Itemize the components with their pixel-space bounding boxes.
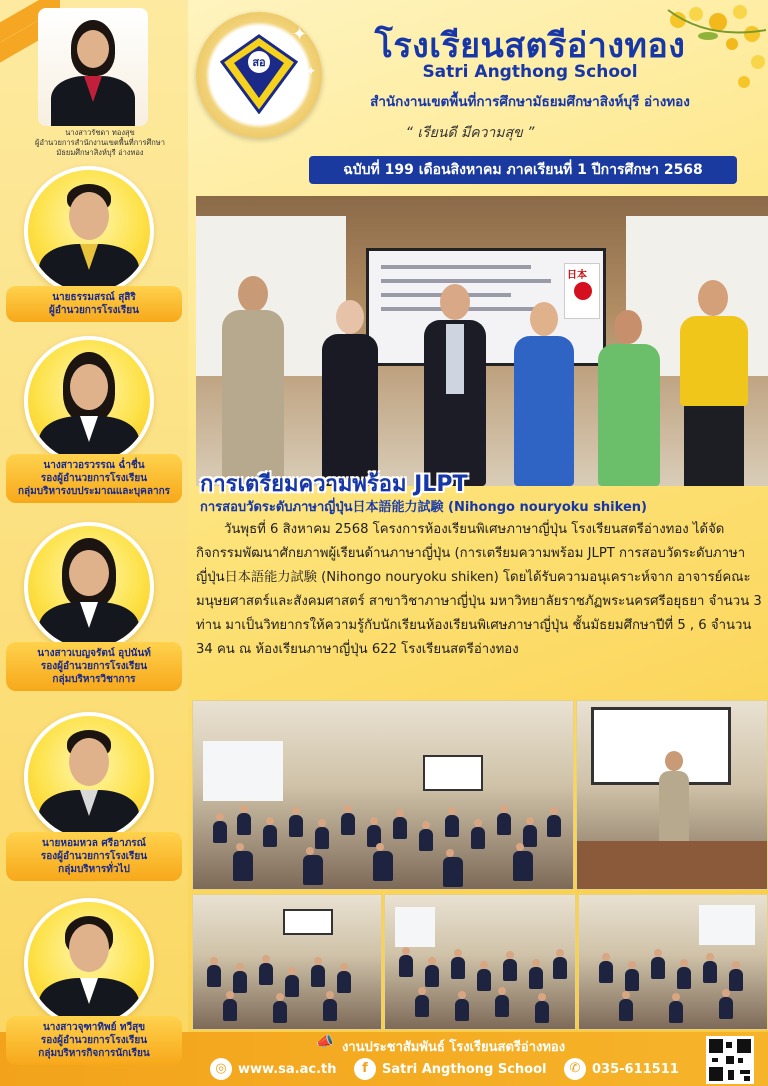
classroom-activity-photo-3 [578,894,768,1030]
website-link[interactable]: www.sa.ac.th [238,1062,337,1077]
staff-name-tag-4 [6,832,182,881]
staff-photo-5 [24,898,154,1028]
person-teacher [674,280,754,486]
facebook-link[interactable]: Satri Angthong School [382,1062,547,1077]
staff-name: นายหอมหวล ศรีอาภรณ์ [42,838,146,849]
school-name-english: Satri Angthong School [422,62,638,82]
tv-screen [423,755,483,791]
staff-name-tag-3 [6,642,182,691]
education-office: สำนักงานเขตพื้นที่การศึกษามัธยมศึกษาสิงห์บุรี อ่างทอง [370,94,690,110]
school-name-thai: โรงเรียนสตรีอ่างทอง [374,26,686,66]
staff-role: รองผู้อำนวยการโรงเรียน [40,1035,148,1046]
staff-name: นายธรรมสรณ์ สุสิริ [52,292,136,303]
pr-department: งานประชาสัมพันธ์ โรงเรียนสตรีอ่างทอง [342,1040,566,1055]
staff-name-tag-1 [6,286,182,322]
staff-name-tag-2 [6,454,182,503]
staff-group: กลุ่มบริหารกิจการนักเรียน [38,1048,150,1059]
staff-name: นางสาวอรวรรณ ฉ่ำชื่น [43,460,145,471]
article-body: วันพุธที่ 6 สิงหาคม 2568 โครงการห้องเรียนพิเศษภาษาญี่ปุ่น โรงเรียนสตรีอ่างทอง ได้จัดกิจกรรมพัฒนาศักยภาพผู้เรียนด้านภาษาญี่ปุ่น (การเตรียมความพร้อม JLPT การสอบวัดระดับภาษาญี่ปุ่น日本語能力試験 (Nihongo nouryoku shiken) โดยได้รับความอนุเคราะห์จาก อาจารย์คณะมนุษยศาสตร์และสังคมศาสตร์ สาขาวิชาภาษาญี่ปุ่น มหาวิทยาลัยราชภัฏพระนครศรีอยุธยา จำนวน 3 ท่าน มาเป็นวิทยากรให้ความรู้กับนักเรียนห้องเรียนพิเศษภาษาญี่ปุ่น ชั้นมัธยมศึกษาปีที่ 5 , 6 จำนวน 34 คน ณ ห้องเรียนภาษาญี่ปุ่น 622 โรงเรียนสตรีอ่างทอง [196,522,762,657]
phone-icon: ✆ [564,1058,586,1080]
svg-text:สอ: สอ [252,56,266,69]
director-name: นางสาวรัชดา ทองสุข [65,128,135,137]
staff-group: กลุ่มบริหารทั่วไป [58,864,130,875]
staff-role: ผู้อำนวยการโรงเรียน [49,305,139,316]
staff-name-tag-5 [6,1016,182,1065]
article-title: การเตรียมความพร้อม JLPT [200,472,468,497]
staff-photo-2 [24,336,154,466]
classroom-group-photo [192,700,574,890]
staff-photo-4 [24,712,154,842]
staff-group: กลุ่มบริหารวิชาการ [52,674,136,685]
director-caption [20,128,180,158]
director-photo [38,8,148,126]
window [203,741,283,801]
cabinet [577,841,768,890]
group-photo [196,196,768,486]
classroom-activity-photo-2 [384,894,576,1030]
lecture-photo [576,700,768,890]
sparkle-icon: ✦ [306,64,317,78]
person-lecturer [508,302,580,486]
staff-role: รองผู้อำนวยการโรงเรียน [40,661,148,672]
staff-role: รองผู้อำนวยการโรงเรียน [40,851,148,862]
staff-photo-1 [24,166,154,296]
person-lecturer [318,300,382,486]
staff-sidebar [0,0,188,1032]
article-subtitle: การสอบวัดระดับภาษาญี่ปุ่น日本語能力試験 (Nihongo nouryoku shiken) [200,500,647,515]
staff-role: รองผู้อำนวยการโรงเรียน [40,473,148,484]
facebook-icon: f [354,1058,376,1080]
school-emblem-icon [218,32,300,114]
issue-banner: ฉบับที่ 199 เดือนสิงหาคม ภาคเรียนที่ 1 ปีการศึกษา 2568 [309,156,737,184]
person-lecturer [216,276,288,486]
staff-name: นางสาวเบญจรัตน์ อุปนันท์ [37,648,151,659]
staff-group: กลุ่มบริหารงบประมาณและบุคลากร [17,486,171,497]
classroom-activity-photo-1 [192,894,382,1030]
person-teacher [592,310,666,486]
globe-icon: ◎ [210,1058,232,1080]
director-title: ผู้อำนวยการสำนักงานเขตพื้นที่การศึกษา [35,138,165,147]
phone-number[interactable]: 035-611511 [592,1062,679,1077]
sparkle-icon: ✦ [292,24,308,45]
school-motto: “ เรียนดี มีความสุข ” [405,125,535,141]
qr-code[interactable] [706,1036,754,1084]
person-teacher [420,284,490,486]
staff-photo-3 [24,522,154,652]
director-office: มัธยมศึกษาสิงห์บุรี อ่างทอง [56,148,144,157]
staff-name: นางสาวจุฑาทิพย์ ทวีสุข [42,1022,146,1033]
screen-flag-text: 日本 [567,270,587,281]
person-figure [38,14,148,126]
megaphone-icon: 📣 [316,1034,334,1050]
